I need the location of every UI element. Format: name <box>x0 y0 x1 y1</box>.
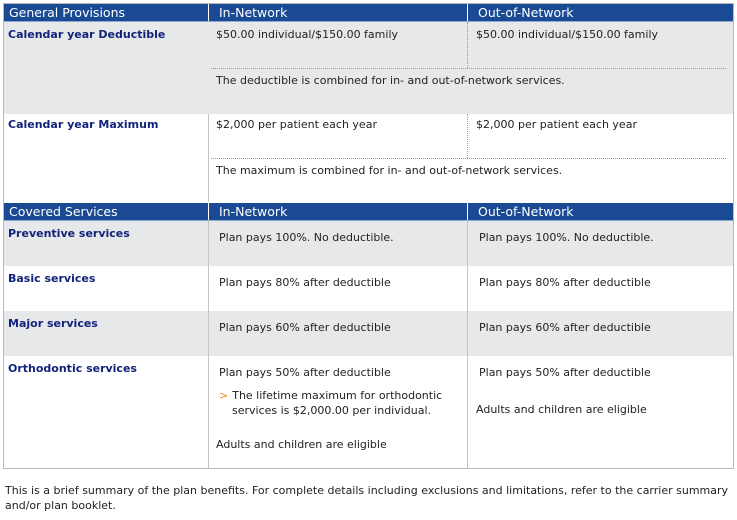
header-col-out-network: Out-of-Network <box>478 204 574 219</box>
cell-divider <box>467 22 468 68</box>
maximum-in-network: $2,000 per patient each year <box>216 118 377 131</box>
maximum-out-network: $2,000 per patient each year <box>476 118 637 131</box>
header-col-out-network: Out-of-Network <box>478 5 574 20</box>
disclaimer-line2: and/or plan booklet. <box>5 499 116 512</box>
preventive-out-network: Plan pays 100%. No deductible. <box>479 231 654 244</box>
deductible-in-network: $50.00 individual/$150.00 family <box>216 28 399 41</box>
header-col-services: Covered Services <box>9 204 118 219</box>
header-divider <box>467 4 468 21</box>
basic-label: Basic services <box>8 272 96 285</box>
note-separator <box>211 68 726 69</box>
general-provisions-header <box>4 4 733 21</box>
orthodontic-lifetime-note <box>219 388 442 418</box>
chevron-right-icon: > <box>219 389 229 402</box>
orthodontic-in-network: Plan pays 50% after deductible <box>219 366 391 379</box>
deductible-note: The deductible is combined for in- and out-of-network services. <box>216 74 565 87</box>
deductible-out-network: $50.00 individual/$150.00 family <box>476 28 659 41</box>
header-col-provisions: General Provisions <box>9 5 126 20</box>
header-col-in-network: In-Network <box>219 204 288 219</box>
header-divider <box>208 4 209 21</box>
basic-in-network: Plan pays 80% after deductible <box>219 276 391 289</box>
orthodontic-out-network: Plan pays 50% after deductible <box>479 366 651 379</box>
benefits-table <box>3 3 734 469</box>
plan-summary-disclaimer <box>5 483 733 513</box>
orthodontic-label: Orthodontic services <box>8 362 137 375</box>
lifetime-note-line2: services is $2,000.00 per individual. <box>232 404 432 417</box>
maximum-label: Calendar year Maximum <box>8 118 159 131</box>
basic-out-network: Plan pays 80% after deductible <box>479 276 651 289</box>
orthodontic-in-eligibility: Adults and children are eligible <box>216 438 387 451</box>
column-divider <box>208 221 209 468</box>
note-separator <box>211 158 726 159</box>
covered-services-header <box>4 203 733 220</box>
header-divider <box>208 203 209 220</box>
preventive-in-network: Plan pays 100%. No deductible. <box>219 231 394 244</box>
major-out-network: Plan pays 60% after deductible <box>479 321 651 334</box>
header-col-in-network: In-Network <box>219 5 288 20</box>
cell-divider <box>467 114 468 158</box>
lifetime-note-line1: The lifetime maximum for orthodontic <box>232 389 443 402</box>
disclaimer-line1: This is a brief summary of the plan benefits. For complete details including exclusions and limitations, refer to the carrier summary <box>5 484 729 497</box>
column-divider <box>467 221 468 468</box>
major-label: Major services <box>8 317 98 330</box>
deductible-label: Calendar year Deductible <box>8 28 166 41</box>
header-divider <box>467 203 468 220</box>
orthodontic-out-eligibility: Adults and children are eligible <box>476 403 647 416</box>
major-in-network: Plan pays 60% after deductible <box>219 321 391 334</box>
preventive-label: Preventive services <box>8 227 130 240</box>
maximum-note: The maximum is combined for in- and out-of-network services. <box>216 164 563 177</box>
column-divider <box>208 114 209 202</box>
